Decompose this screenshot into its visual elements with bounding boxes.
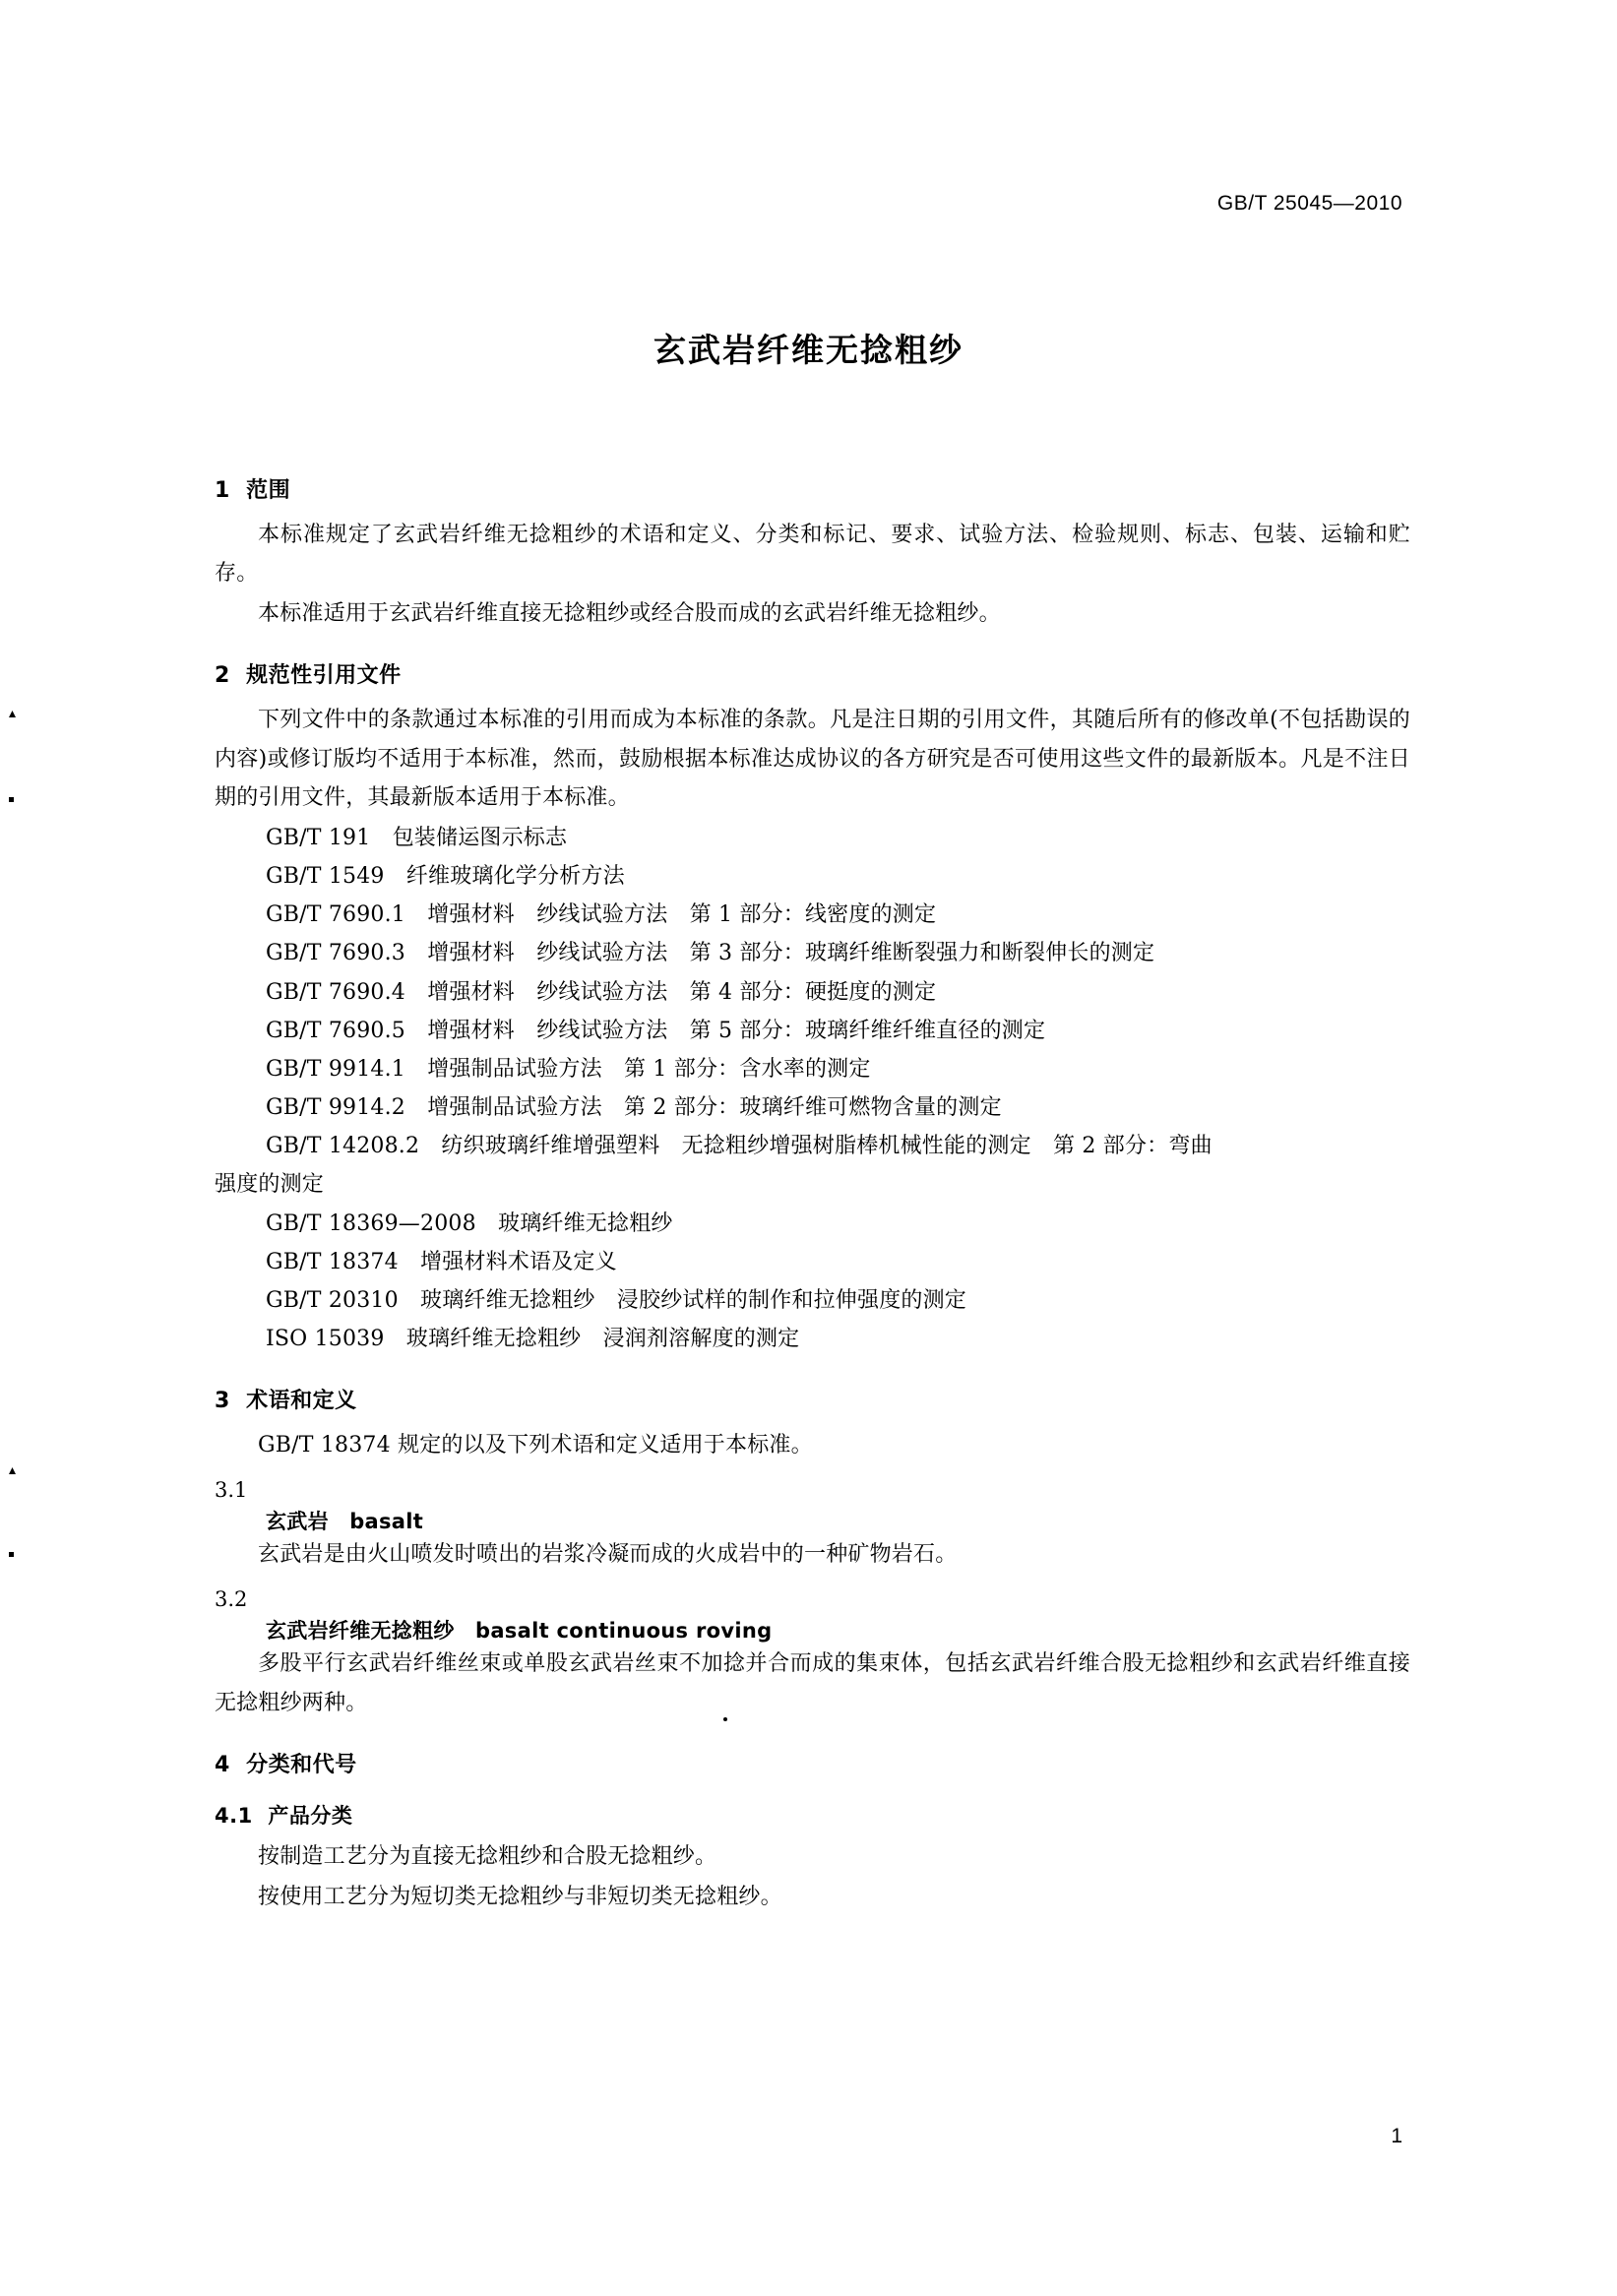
term-definition: 玄武岩是由火山喷发时喷出的岩浆冷凝而成的火成岩中的一种矿物岩石。 xyxy=(258,1542,958,1568)
paragraph: 下列文件中的条款通过本标准的引用而成为本标准的条款。凡是注日期的引用文件，其随后所有的修改单(不包括勘误的内容)或修订版均不适用于本标准，然而，鼓励根据本标准达成协议的各方研究是否可使用这些文件的最新版本。凡是不注日期的引用文件，其最新版本适用于本标准。 xyxy=(215,708,1410,810)
page-mark xyxy=(723,1717,727,1721)
term-name: 玄武岩纤维无捻粗纱 basalt continuous roving xyxy=(266,1619,773,1644)
section-heading-3 xyxy=(215,1384,1410,1414)
reference-item: GB/T 18369—2008 玻璃纤维无捻粗纱 xyxy=(266,1210,673,1236)
reference-item: GB/T 9914.2 增强制品试验方法 第 2 部分：玻璃纤维可燃物含量的测定 xyxy=(266,1095,1002,1121)
reference-item: GB/T 191 包装储运图示标志 xyxy=(266,825,568,850)
reference-item: GB/T 14208.2 纺织玻璃纤维增强塑料 无捻粗纱增强树脂棒机械性能的测定 第 2 部分：弯曲 xyxy=(266,1134,1213,1159)
section-title: 术语和定义 xyxy=(246,1389,357,1414)
reference-item: ISO 15039 玻璃纤维无捻粗纱 浸润剂溶解度的测定 xyxy=(266,1326,800,1351)
registration-mark xyxy=(9,1552,14,1557)
section-title: 范围 xyxy=(246,478,291,503)
reference-item: GB/T 7690.1 增强材料 纱线试验方法 第 1 部分：线密度的测定 xyxy=(266,902,937,928)
section-heading-1 xyxy=(215,473,1410,504)
paragraph: 按制造工艺分为直接无捻粗纱和合股无捻粗纱。 xyxy=(258,1843,717,1869)
section-heading-4 xyxy=(215,1748,1410,1778)
reference-item: GB/T 9914.1 增强制品试验方法 第 1 部分：含水率的测定 xyxy=(266,1056,871,1082)
reference-continuation: 强度的测定 xyxy=(215,1172,325,1198)
reference-item: GB/T 20310 玻璃纤维无捻粗纱 浸胶纱试样的制作和拉伸强度的测定 xyxy=(266,1287,967,1313)
term-definition: 多股平行玄武岩纤维丝束或单股玄武岩丝束不加捻并合而成的集束体，包括玄武岩纤维合股无捻粗纱和玄武岩纤维直接无捻粗纱两种。 xyxy=(215,1651,1410,1715)
section-number: 1 xyxy=(215,478,230,503)
subsection-title: 产品分类 xyxy=(268,1803,353,1828)
term-number: 3.1 xyxy=(215,1478,248,1503)
subsection-heading-4-1 xyxy=(215,1800,1410,1830)
reference-item: GB/T 18374 增强材料术语及定义 xyxy=(266,1249,617,1274)
paragraph: GB/T 18374 规定的以及下列术语和定义适用于本标准。 xyxy=(258,1433,813,1458)
standard-number: GB/T 25045—2010 xyxy=(1216,192,1402,215)
section-number: 4 xyxy=(215,1752,230,1777)
section-heading-2 xyxy=(215,658,1410,689)
page-title: 玄武岩纤维无捻粗纱 xyxy=(653,331,964,369)
term-name: 玄武岩 basalt xyxy=(266,1510,424,1534)
page-number: 1 xyxy=(1391,2125,1402,2147)
registration-mark xyxy=(9,797,14,802)
subsection-number: 4.1 xyxy=(215,1803,253,1828)
registration-mark xyxy=(9,711,16,717)
reference-item: GB/T 7690.3 增强材料 纱线试验方法 第 3 部分：玻璃纤维断裂强力和断裂伸长的测定 xyxy=(266,941,1155,966)
reference-item: GB/T 7690.5 增强材料 纱线试验方法 第 5 部分：玻璃纤维纤维直径的测定 xyxy=(266,1018,1046,1043)
paragraph: 按使用工艺分为短切类无捻粗纱与非短切类无捻粗纱。 xyxy=(258,1884,782,1909)
reference-item: GB/T 1549 纤维玻璃化学分析方法 xyxy=(266,864,625,890)
registration-mark xyxy=(9,1467,16,1474)
reference-item: GB/T 7690.4 增强材料 纱线试验方法 第 4 部分：硬挺度的测定 xyxy=(266,979,937,1005)
paragraph: 本标准规定了玄武岩纤维无捻粗纱的术语和定义、分类和标记、要求、试验方法、检验规则、标志、包装、运输和贮存。 xyxy=(215,523,1410,587)
document-body xyxy=(215,448,1410,1918)
paragraph: 本标准适用于玄武岩纤维直接无捻粗纱或经合股而成的玄武岩纤维无捻粗纱。 xyxy=(258,601,1001,627)
section-title: 规范性引用文件 xyxy=(246,663,402,689)
section-number: 3 xyxy=(215,1389,230,1414)
section-number: 2 xyxy=(215,663,230,689)
term-number: 3.2 xyxy=(215,1587,248,1612)
section-title: 分类和代号 xyxy=(246,1752,357,1777)
